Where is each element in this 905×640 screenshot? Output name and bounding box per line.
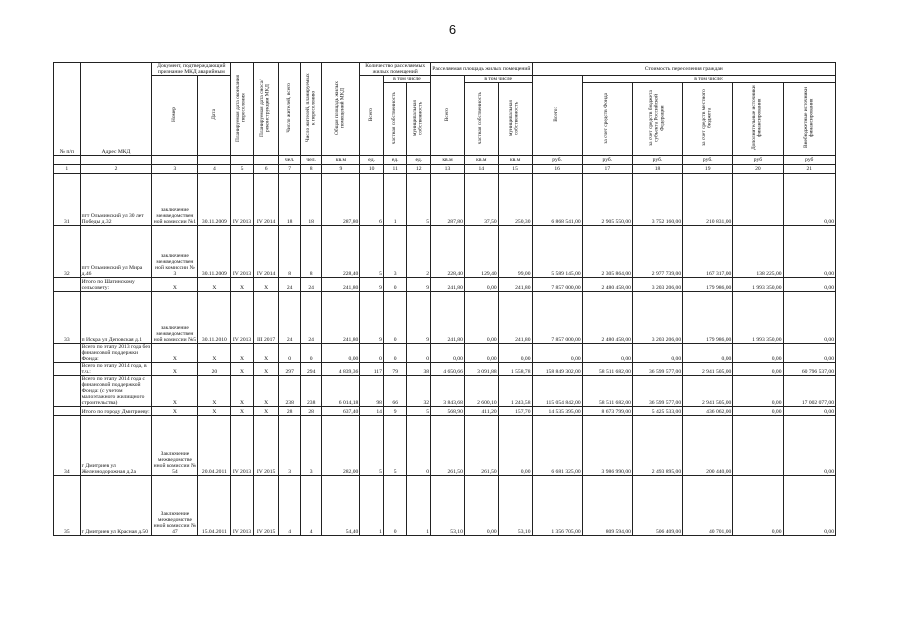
- header-cost-region: за счет средств бюджета субъекта Российской Федерации: [632, 83, 682, 156]
- cell-c13: 241,80: [431, 278, 465, 292]
- table-row: [54, 174, 836, 226]
- cell-c9: 637,40: [322, 407, 360, 416]
- unit-cell: кв.м: [431, 156, 465, 165]
- cell-addr: п Искра ул Деповская д.1: [80, 292, 152, 344]
- cell-addr: г Дмитриев ул Железнодорожная д.2а: [80, 416, 152, 476]
- cell-addr: пгт Ольминский ул 30 лет Победы д.32: [80, 174, 152, 226]
- unit-cell: кв.м: [322, 156, 360, 165]
- cell-d6: III 2017: [253, 292, 279, 344]
- column-number-cell: 15: [498, 165, 532, 174]
- cell-d5: IV 2013: [231, 476, 254, 536]
- cell-c19: 167 317,00: [683, 226, 733, 278]
- cell-c13: 3 843,68: [431, 376, 465, 407]
- cell-c10: 14: [360, 407, 384, 416]
- cell-c15: 0,00: [498, 344, 532, 363]
- cell-c20: [733, 174, 783, 226]
- cell-date: 20.04.2011: [198, 416, 231, 476]
- column-number-cell: 8: [300, 165, 322, 174]
- header-total-area: Общая площадь жилых помещений МКД: [322, 63, 360, 156]
- cell-c8: 238: [300, 376, 322, 407]
- cell-c10: 98: [360, 376, 384, 407]
- cell-c19: 200 440,00: [683, 416, 733, 476]
- cell-c15: 241,80: [498, 278, 532, 292]
- cell-c9: 287,80: [322, 174, 360, 226]
- unit-cell: [54, 156, 81, 165]
- cell-c9: 4 839,36: [322, 363, 360, 376]
- header-doc-number: Номер: [152, 76, 198, 156]
- cell-c21: 0,00: [783, 278, 835, 292]
- cell-doc: заключение межведомствен ной комиссии № 3: [152, 226, 198, 278]
- page-number: 6: [448, 22, 457, 37]
- cell-c16: 7 857 000,00: [532, 278, 582, 292]
- cell-c19: 210 831,00: [683, 174, 733, 226]
- cell-c10: 1: [360, 476, 384, 536]
- header-count-incl: в том числе: [383, 76, 430, 83]
- cell-c17: 809 594,00: [582, 476, 632, 536]
- cell-d6: IV 2014: [253, 174, 279, 226]
- cell-doc: X: [152, 363, 198, 376]
- cell-c8: 8: [300, 226, 322, 278]
- cell-c8: 24: [300, 292, 322, 344]
- cell-c9: 6 014,18: [322, 376, 360, 407]
- column-number-cell: 4: [198, 165, 231, 174]
- header-num: № п/п: [54, 63, 81, 156]
- cell-d6: IV 2015: [253, 416, 279, 476]
- unit-cell: [253, 156, 279, 165]
- cell-date: 30.11.2009: [198, 226, 231, 278]
- cell-d6: X: [253, 278, 279, 292]
- column-numbers-row: [54, 165, 836, 174]
- cell-c20: 0,00: [733, 476, 783, 536]
- column-number-cell: 21: [783, 165, 835, 174]
- cell-n: [54, 363, 81, 376]
- column-number-cell: 18: [632, 165, 682, 174]
- cell-c17: 58 511 682,00: [582, 376, 632, 407]
- cell-date: 15.04.2011: [198, 476, 231, 536]
- cell-c11: 0: [383, 292, 407, 344]
- cell-d5: IV 2013: [231, 226, 254, 278]
- column-number-cell: 11: [383, 165, 407, 174]
- cell-c13: 241,80: [431, 292, 465, 344]
- column-number-cell: 9: [322, 165, 360, 174]
- column-number-cell: 13: [431, 165, 465, 174]
- cell-c18: 3 203 206,00: [632, 292, 682, 344]
- unit-cell: [80, 156, 152, 165]
- cell-c15: 99,00: [498, 226, 532, 278]
- cell-c8: 28: [300, 407, 322, 416]
- header-count-private: частная собственность: [383, 83, 407, 156]
- cell-addr: Всего по этапу 2014 года с финансовой поддержкой Фонда: (с учетом малоэтажного жилищного строительства): [80, 376, 152, 407]
- cell-c14: 411,20: [464, 407, 498, 416]
- cell-c17: 3 986 990,00: [582, 416, 632, 476]
- cell-c18: 0,00: [632, 344, 682, 363]
- cell-c11: 0: [383, 278, 407, 292]
- cell-c8: 0: [300, 344, 322, 363]
- table-row: [54, 278, 836, 292]
- cell-c13: 4 650,66: [431, 363, 465, 376]
- column-number-cell: 5: [231, 165, 254, 174]
- unit-cell: руб.: [683, 156, 733, 165]
- cell-c15: 241,80: [498, 292, 532, 344]
- cell-c18: 36 599 577,00: [632, 363, 682, 376]
- cell-addr: г Дмитриев ул Красная д.50: [80, 476, 152, 536]
- cell-c20: 138 225,00: [733, 226, 783, 278]
- cell-c11: 79: [383, 363, 407, 376]
- column-number-cell: 16: [532, 165, 582, 174]
- resettlement-table: [53, 62, 836, 536]
- cell-c20: [733, 416, 783, 476]
- cell-c14: 261,50: [464, 416, 498, 476]
- cell-n: [54, 407, 81, 416]
- cell-c12: 1: [407, 476, 431, 536]
- cell-n: [54, 278, 81, 292]
- cell-c17: 0,00: [582, 344, 632, 363]
- cell-doc: заключение межведомствен ной комиссии №1: [152, 174, 198, 226]
- cell-doc: X: [152, 407, 198, 416]
- header-cost-local: за счет средств местного бюджета: [683, 83, 733, 156]
- cell-c7: 238: [279, 376, 301, 407]
- header-count-group: Количество расселяемых жилых помещений: [360, 63, 431, 76]
- column-number-cell: 1: [54, 165, 81, 174]
- cell-c14: 0,00: [464, 278, 498, 292]
- cell-c21: 0,00: [783, 407, 835, 416]
- header-cost-fund: за счет средств Фонда: [582, 83, 632, 156]
- cell-c16: 115 054 842,00: [532, 376, 582, 407]
- cell-c13: 261,50: [431, 416, 465, 476]
- cell-c14: 0,00: [464, 344, 498, 363]
- cell-c18: 36 599 577,00: [632, 376, 682, 407]
- cell-d6: IV 2015: [253, 476, 279, 536]
- table-row: [54, 292, 836, 344]
- cell-c21: 0,00: [783, 292, 835, 344]
- header-count-municipal: муниципальная собственность: [407, 83, 431, 156]
- cell-c11: 9: [383, 407, 407, 416]
- cell-c13: 568,90: [431, 407, 465, 416]
- column-number-cell: 7: [279, 165, 301, 174]
- cell-c16: 0,00: [532, 344, 582, 363]
- cell-c8: 18: [300, 174, 322, 226]
- cell-c15: 1 558,78: [498, 363, 532, 376]
- cell-c10: 0: [360, 344, 384, 363]
- cell-c10: 9: [360, 278, 384, 292]
- cell-c11: 1: [383, 174, 407, 226]
- cell-d5: IV 2013: [231, 416, 254, 476]
- column-number-cell: 10: [360, 165, 384, 174]
- table-row: [54, 376, 836, 407]
- column-number-cell: 17: [582, 165, 632, 174]
- cell-c20: 0,00: [733, 407, 783, 416]
- cell-date: 30.11.2010: [198, 292, 231, 344]
- cell-d6: IV 2014: [253, 226, 279, 278]
- cell-c11: 5: [383, 416, 407, 476]
- cell-c10: 5: [360, 226, 384, 278]
- cell-c19: 2 941 505,00: [683, 376, 733, 407]
- column-number-cell: 19: [683, 165, 733, 174]
- cell-c9: 228,40: [322, 226, 360, 278]
- cell-c13: 228,40: [431, 226, 465, 278]
- header-cost-additional: Дополнительные источники финансирования: [733, 83, 783, 156]
- cell-date: X: [198, 407, 231, 416]
- cell-c21: 0,00: [783, 476, 835, 536]
- cell-c12: 9: [407, 292, 431, 344]
- cell-c19: 2 941 505,00: [683, 363, 733, 376]
- cell-c21: 0,00: [783, 416, 835, 476]
- table-row: [54, 363, 836, 376]
- cell-c10: 117: [360, 363, 384, 376]
- cell-c18: 2 493 895,00: [632, 416, 682, 476]
- cell-c13: 0,00: [431, 344, 465, 363]
- cell-n: 33: [54, 292, 81, 344]
- cell-addr: Всего по этапу 2013 года без финансовой поддержки Фонда:: [81, 344, 151, 363]
- cell-c20: 0,00: [733, 376, 783, 407]
- cell-c14: 0,00: [464, 292, 498, 344]
- cell-c17: 2 480 458,00: [582, 292, 632, 344]
- cell-c20: 0,00: [733, 344, 783, 363]
- cell-c12: 0: [407, 344, 431, 363]
- cell-doc: Заключение межведомстве нной комиссии № 54: [152, 416, 198, 476]
- cell-date: 20: [198, 363, 231, 376]
- unit-cell: ед.: [407, 156, 431, 165]
- cell-c14: 0,00: [464, 476, 498, 536]
- cell-c13: 53,10: [431, 476, 465, 536]
- cell-c12: 9: [407, 278, 431, 292]
- cell-c7: 18: [279, 174, 301, 226]
- header-cost-total: Всего:: [532, 76, 582, 156]
- cell-c12: 0: [407, 416, 431, 476]
- cell-c12: 38: [407, 363, 431, 376]
- cell-c19: 179 986,00: [683, 278, 733, 292]
- cell-c17: 2 305 864,00: [582, 226, 632, 278]
- header-area-private: частная собственность: [464, 83, 498, 156]
- table-row: [54, 226, 836, 278]
- header-area-total: Всего: [431, 76, 465, 156]
- unit-cell: [198, 156, 231, 165]
- unit-cell: чел.: [300, 156, 322, 165]
- table-row: [54, 407, 836, 416]
- cell-c7: 24: [279, 292, 301, 344]
- header-doc-date: Дата: [198, 76, 231, 156]
- cell-c18: 2 977 739,00: [632, 226, 682, 278]
- table-row: [54, 344, 836, 363]
- cell-c15: 0,00: [498, 416, 532, 476]
- cell-c9: 54,40: [322, 476, 360, 536]
- cell-date: X: [198, 376, 231, 407]
- column-number-cell: 20: [733, 165, 783, 174]
- cell-c17: 58 511 682,00: [582, 363, 632, 376]
- cell-c9: 241,80: [322, 278, 360, 292]
- cell-c9: 282,00: [322, 416, 360, 476]
- cell-c11: 3: [383, 226, 407, 278]
- cell-addr: Итого по городу Дмитриеву:: [80, 407, 152, 416]
- cell-d6: X: [253, 344, 279, 363]
- cell-date: X: [198, 278, 231, 292]
- unit-cell: руб: [783, 156, 835, 165]
- cell-c18: 3 752 160,00: [632, 174, 682, 226]
- cell-n: [54, 376, 81, 407]
- cell-c10: 9: [360, 292, 384, 344]
- cell-d6: X: [253, 376, 279, 407]
- unit-cell: чел.: [279, 156, 301, 165]
- cell-doc: Заключение межведомстве нной комиссии № 47: [152, 476, 198, 536]
- cell-date: 30.11.2009: [198, 174, 231, 226]
- cell-c20: 1 993 350,00: [733, 278, 783, 292]
- column-number-cell: 3: [152, 165, 198, 174]
- cell-c16: 5 589 145,00: [532, 226, 582, 278]
- unit-cell: ед.: [383, 156, 407, 165]
- cell-c19: 436 062,00: [683, 407, 733, 416]
- cell-c7: 4: [279, 476, 301, 536]
- cell-c16: 158 849 302,00: [532, 363, 582, 376]
- cell-c7: 297: [279, 363, 301, 376]
- column-number-cell: 12: [407, 165, 431, 174]
- cell-n: 31: [54, 174, 81, 226]
- cell-c7: 28: [279, 407, 301, 416]
- cell-addr: Всего по этапу 2014 года, в т.ч.:: [80, 363, 152, 376]
- cell-c14: 37,50: [464, 174, 498, 226]
- cell-c12: 2: [407, 226, 431, 278]
- cell-c7: 24: [279, 278, 301, 292]
- cell-c7: 0: [279, 344, 301, 363]
- cell-c16: 6 868 541,00: [532, 174, 582, 226]
- table-row: [54, 476, 836, 536]
- table-row: [54, 416, 836, 476]
- cell-c15: 53,10: [498, 476, 532, 536]
- cell-c18: 506 409,00: [632, 476, 682, 536]
- cell-d5: X: [231, 407, 254, 416]
- cell-c16: 1 356 705,00: [532, 476, 582, 536]
- header-cost-offbudget: Внебюджетные источники финансирования: [783, 83, 835, 156]
- cell-n: 34: [54, 416, 81, 476]
- unit-cell: [152, 156, 198, 165]
- header-residents-planned: Число жителей, планируемых к переселению: [300, 63, 322, 156]
- cell-c7: 8: [279, 226, 301, 278]
- cell-date: X: [198, 344, 231, 363]
- cell-addr: Итого по Шатинскому сельсовету:: [80, 278, 152, 292]
- cell-n: 35: [54, 476, 81, 536]
- unit-cell: ед.: [360, 156, 384, 165]
- cell-c8: 24: [300, 278, 322, 292]
- cell-c21: 0,00: [783, 174, 835, 226]
- unit-cell: руб: [733, 156, 783, 165]
- cell-doc: X: [152, 278, 198, 292]
- cell-c18: 3 203 206,00: [632, 278, 682, 292]
- cell-c12: 5: [407, 407, 431, 416]
- cell-c14: 3 091,88: [464, 363, 498, 376]
- header-residents: Число жителей, всего: [279, 63, 301, 156]
- cell-c8: 294: [300, 363, 322, 376]
- cell-c15: 157,70: [498, 407, 532, 416]
- header-plan-demolish: Планируемая дата сноса/реконструкции МКД: [253, 63, 279, 156]
- header-cost-group: Стоимость переселения граждан: [532, 63, 835, 76]
- column-number-cell: 6: [253, 165, 279, 174]
- cell-doc: заключение межведомствен ной комиссии №5: [152, 292, 198, 344]
- header-plan-resettle: Планируемая дата окончания переселения: [231, 63, 254, 156]
- cell-c19: 179 986,00: [683, 292, 733, 344]
- cell-c17: 2 905 550,00: [582, 174, 632, 226]
- cell-c19: 0,00: [683, 344, 733, 363]
- cell-c17: 2 480 458,00: [582, 278, 632, 292]
- cell-c11: 0: [383, 344, 407, 363]
- unit-cell: руб.: [632, 156, 682, 165]
- cell-n: [54, 344, 81, 363]
- cell-c21: 0,00: [783, 226, 835, 278]
- cell-c21: 0,00: [783, 344, 835, 363]
- cell-c19: 40 701,00: [683, 476, 733, 536]
- cell-c11: 0: [383, 476, 407, 536]
- header-area-municipal: муниципальная собственность: [498, 83, 532, 156]
- cell-c17: 8 673 799,00: [582, 407, 632, 416]
- cell-c12: 5: [407, 174, 431, 226]
- cell-d5: X: [231, 278, 254, 292]
- header-area-group: Расселяемая площадь жилых помещений: [431, 63, 532, 76]
- unit-cell: [231, 156, 254, 165]
- cell-c13: 287,80: [431, 174, 465, 226]
- column-number-cell: 2: [80, 165, 152, 174]
- header-document-group: Документ, подтверждающий признание МКД аварийным: [152, 63, 231, 76]
- cell-d6: X: [253, 407, 279, 416]
- cell-d5: X: [231, 376, 254, 407]
- header-area-incl: в том числе: [464, 76, 532, 83]
- cell-d5: IV 2013: [231, 292, 254, 344]
- cell-c9: 0,00: [322, 344, 360, 363]
- cell-d5: IV 2013: [231, 174, 254, 226]
- cell-n: 32: [54, 226, 81, 278]
- cell-c15: 1 243,58: [498, 376, 532, 407]
- cell-c18: 5 425 533,00: [632, 407, 682, 416]
- cell-c11: 66: [383, 376, 407, 407]
- header-count-total: Всего: [360, 76, 384, 156]
- cell-d6: X: [253, 363, 279, 376]
- cell-d5: X: [231, 344, 254, 363]
- cell-c8: 4: [300, 476, 322, 536]
- cell-c10: 6: [360, 174, 384, 226]
- cell-c16: 6 681 325,00: [532, 416, 582, 476]
- unit-cell: руб.: [582, 156, 632, 165]
- cell-c10: 5: [360, 416, 384, 476]
- cell-c14: 129,40: [464, 226, 498, 278]
- cell-c14: 2 600,10: [464, 376, 498, 407]
- cell-c21: 17 002 077,00: [783, 376, 835, 407]
- cell-c20: 1 993 350,00: [733, 292, 783, 344]
- cell-c15: 250,30: [498, 174, 532, 226]
- cell-c16: 14 535 395,00: [532, 407, 582, 416]
- header-address: Адрес МКД: [80, 63, 152, 156]
- header-cost-incl: в том числе:: [582, 76, 835, 83]
- cell-c9: 241,80: [322, 292, 360, 344]
- unit-cell: кв.м: [464, 156, 498, 165]
- cell-c16: 7 857 000,00: [532, 292, 582, 344]
- cell-doc: X: [152, 376, 198, 407]
- cell-c21: 60 796 537,00: [783, 363, 835, 376]
- cell-c20: 0,00: [733, 363, 783, 376]
- cell-d5: X: [231, 363, 254, 376]
- cell-c7: 3: [279, 416, 301, 476]
- units-row: [54, 156, 836, 165]
- cell-c8: 3: [300, 416, 322, 476]
- unit-cell: руб.: [532, 156, 582, 165]
- column-number-cell: 14: [464, 165, 498, 174]
- cell-addr: пгт Ольминский ул Мира д.46: [80, 226, 152, 278]
- unit-cell: кв.м: [498, 156, 532, 165]
- cell-doc: X: [152, 344, 198, 363]
- cell-c12: 32: [407, 376, 431, 407]
